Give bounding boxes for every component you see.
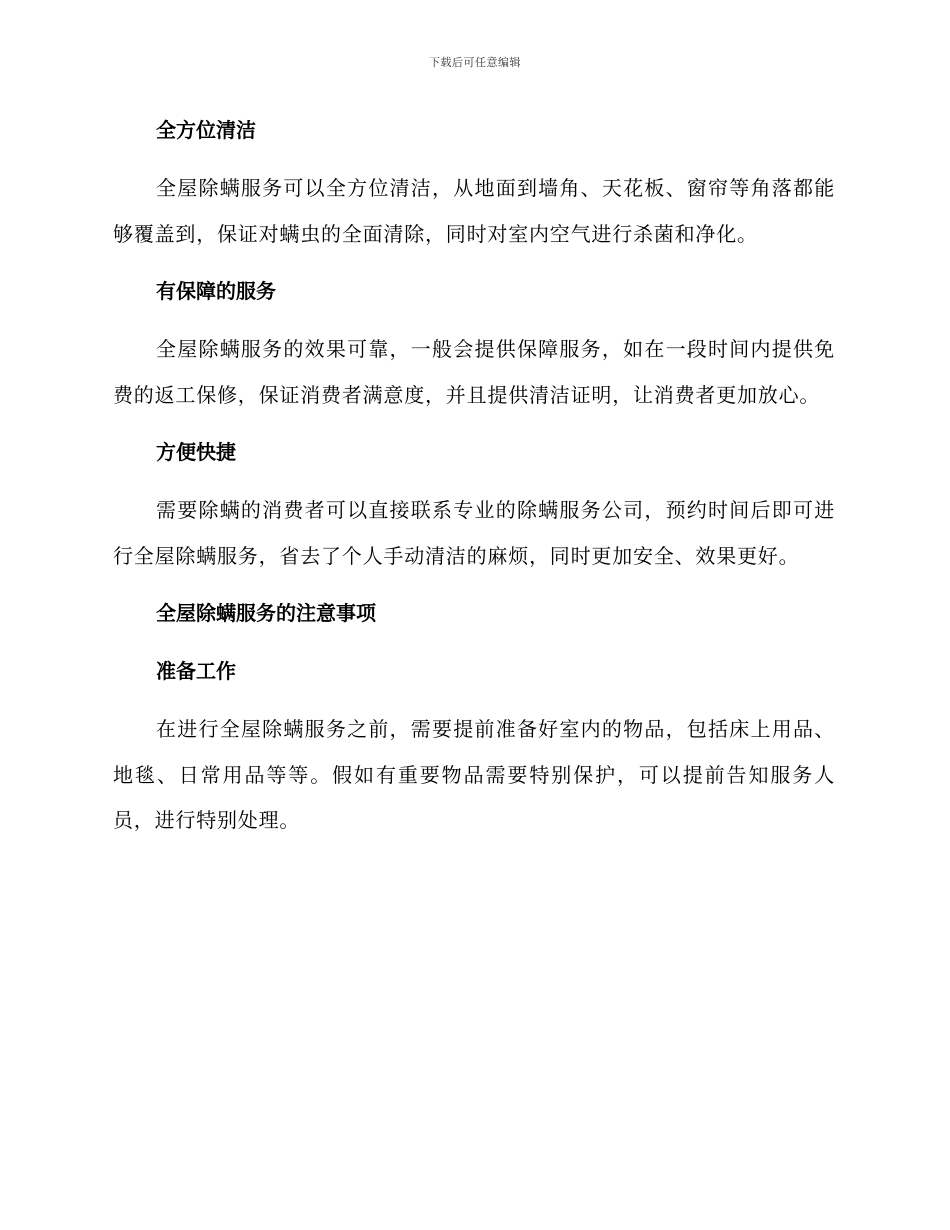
section-heading: 方便快捷 xyxy=(156,440,236,464)
section-comprehensive-cleaning xyxy=(113,108,835,257)
section-guaranteed-service xyxy=(113,269,835,418)
section-heading: 有保障的服务 xyxy=(156,279,276,303)
document-body xyxy=(113,108,835,856)
section-paragraph: 全屋除螨服务可以全方位清洁，从地面到墙角、天花板、窗帘等角落都能够覆盖到，保证对螨虫的全面清除，同时对室内空气进行杀菌和净化。 xyxy=(113,176,835,246)
page-header: 下载后可任意编辑 xyxy=(429,56,521,69)
notice-paragraph: 在进行全屋除螨服务之前，需要提前准备好室内的物品，包括床上用品、地毯、日常用品等等。假如有重要物品需要特别保护，可以提前告知服务人员，进行特别处理。 xyxy=(113,717,835,832)
section-paragraph: 需要除螨的消费者可以直接联系专业的除螨服务公司，预约时间后即可进行全屋除螨服务，省去了个人手动清洁的麻烦，同时更加安全、效果更好。 xyxy=(113,498,835,568)
notice-heading: 全屋除螨服务的注意事项 xyxy=(156,601,376,625)
notice-subheading: 准备工作 xyxy=(156,659,236,683)
section-notice xyxy=(113,591,835,844)
section-convenient xyxy=(113,430,835,579)
section-heading: 全方位清洁 xyxy=(156,118,256,142)
section-paragraph: 全屋除螨服务的效果可靠，一般会提供保障服务，如在一段时间内提供免费的返工保修，保证消费者满意度，并且提供清洁证明，让消费者更加放心。 xyxy=(113,337,835,407)
